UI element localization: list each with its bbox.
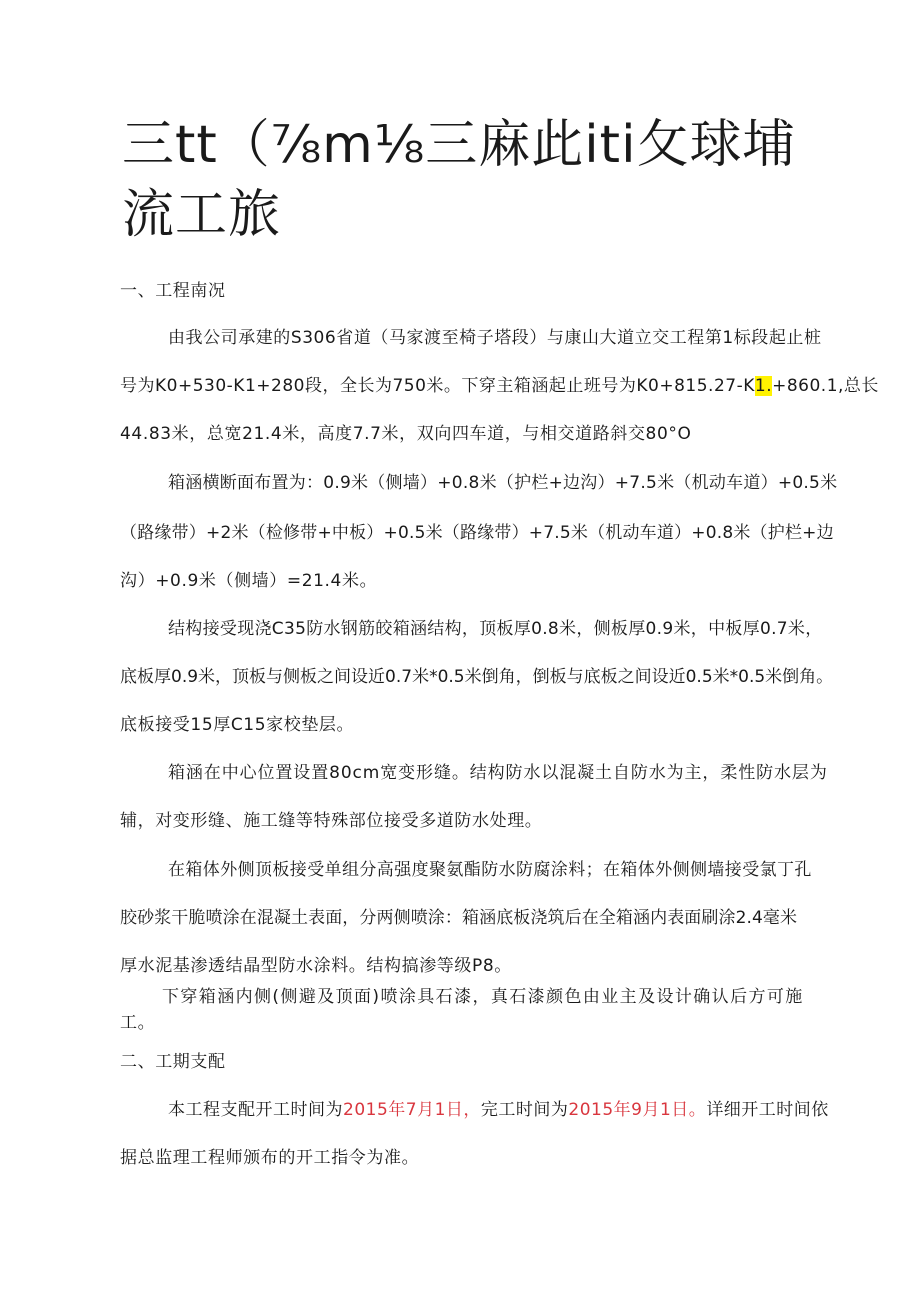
title-line-1: 三tt（⅞m⅛三麻此iti攵球埔 — [122, 115, 796, 175]
section-heading-schedule: 二、工期支配 — [120, 1052, 226, 1072]
highlighted-text: 1. — [754, 376, 773, 396]
paragraph-line — [168, 1095, 829, 1120]
paragraph-line: 在箱体外侧顶板接受单组分高强度聚氨酯防水防腐涂料；在箱体外侧侧墙接受氯丁孔 — [168, 860, 812, 880]
paragraph-line: 44.83米，总宽21.4米，高度7.7米，双向四车道，与相交道路斜交80°O — [120, 424, 692, 444]
paragraph-line: 工。 — [120, 1013, 156, 1033]
paragraph-line: 底板厚0.9米，顶板与侧板之间设近0.7米*0.5米倒角，倒板与底板之间设近0.5米*0.5米倒角。 — [120, 667, 834, 687]
paragraph-line: 箱涵横断面布置为：0.9米（侧墙）+0.8米（护栏+边沟）+7.5米（机动车道）+0.5米 — [168, 473, 838, 493]
paragraph-line: 辅，对变形缝、施工缝等特殊部位接受多道防水处理。 — [120, 811, 543, 831]
text-run: 本工程支配开工时间为 — [168, 1100, 343, 1120]
paragraph-line: 沟）+0.9米（侧墙）=21.4米。 — [120, 571, 378, 591]
paragraph-line — [120, 371, 879, 396]
paragraph-line: 由我公司承建的S306省道（马家渡至椅子塔段）与康山大道立交工程第1标段起止桩 — [168, 328, 822, 348]
page-title — [122, 110, 842, 250]
text-run: 完工时间为 — [480, 1100, 569, 1120]
paragraph-line: 下穿箱涵内侧(侧避及顶面)喷涂具石漆，真石漆颜色由业主及设计确认后方可施 — [162, 987, 804, 1007]
text-run: 号为K0+530-K1+280段，全长为750米。下穿主箱涵起止班号为K0+815.27-K — [120, 376, 755, 396]
paragraph-line: 底板接受15厚C15家校垫层。 — [120, 715, 355, 735]
paragraph-line: 厚水泥基渗透结晶型防水涂料。结构搞渗等级P8。 — [120, 956, 512, 976]
text-run: 详细开工时间依 — [706, 1100, 829, 1120]
section-heading-overview: 一、工程南况 — [120, 281, 226, 301]
paragraph-line: 结构接受现浇C35防水钢筋皎箱涵结构，顶板厚0.8米，侧板厚0.9米，中板厚0.7米， — [168, 619, 823, 639]
paragraph-line: 胶砂浆干脆喷涂在混凝土表面，分两侧喷涂：箱涵底板浇筑后在全箱涵内表面刷涂2.4毫米 — [120, 908, 798, 928]
paragraph-line: （路缘带）+2米（检修带+中板）+0.5米（路缘带）+7.5米（机动车道）+0.8米（护栏+边 — [120, 523, 834, 543]
paragraph-line: 箱涵在中心位置设置80cm宽变形缝。结构防水以混凝土自防水为主，柔性防水层为 — [168, 763, 828, 783]
text-run: +860.1,总长 — [772, 376, 879, 396]
title-line-2: 流工旅 — [122, 185, 282, 245]
paragraph-line: 据总监理工程师颁布的开工指令为准。 — [120, 1148, 420, 1168]
end-date: 2015年9月1日。 — [568, 1100, 707, 1120]
start-date: 2015年7月1日， — [343, 1100, 481, 1120]
